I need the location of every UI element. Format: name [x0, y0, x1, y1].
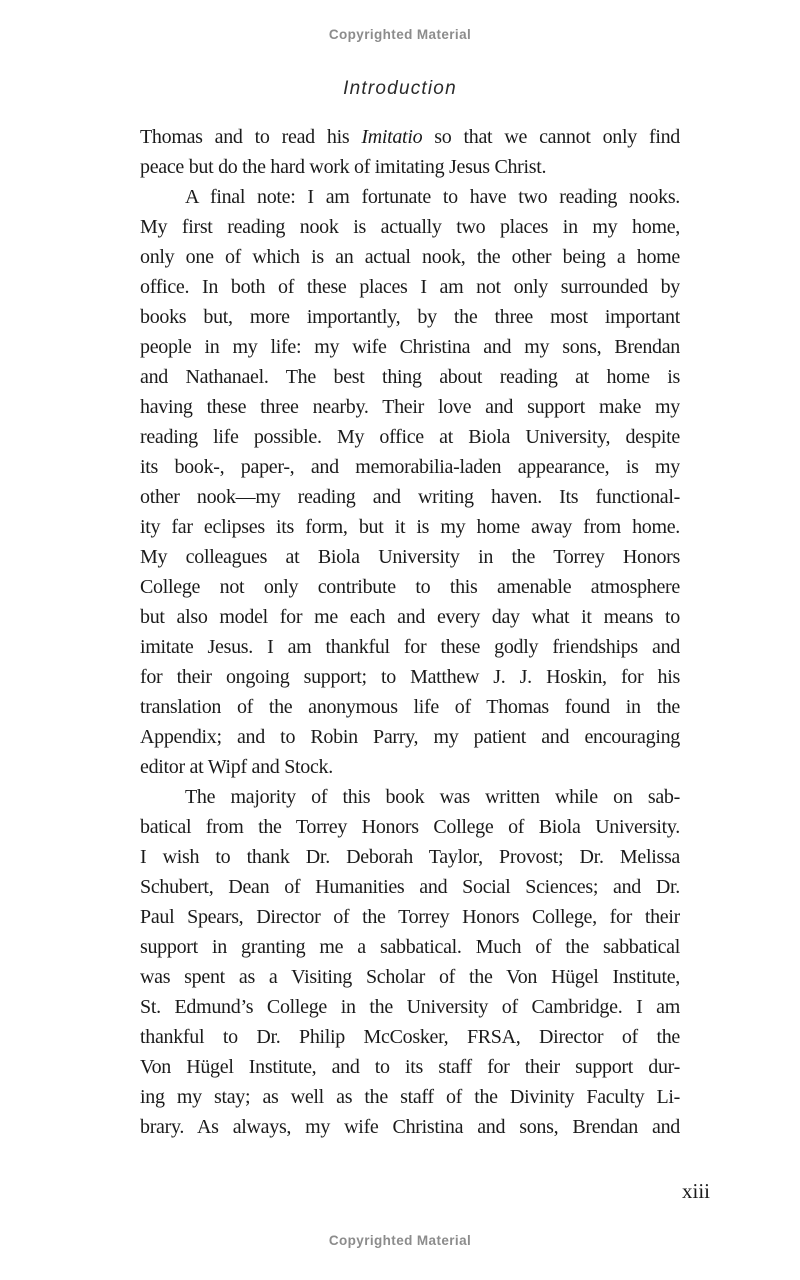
text-line: office. In both of these places I am not only surrounded by	[140, 276, 680, 298]
text-line: Appendix; and to Robin Parry, my patient and encouraging	[140, 726, 680, 748]
text-line: The majority of this book was written while on sab-	[185, 786, 680, 808]
text-line: Schubert, Dean of Humanities and Social Sciences; and Dr.	[140, 876, 680, 898]
text-line: but also model for me each and every day what it means to	[140, 606, 680, 628]
text-line: having these three nearby. Their love and support make my	[140, 396, 680, 418]
running-header: Introduction	[343, 78, 457, 99]
text-line: ing my stay; as well as the staff of the Divinity Faculty Li-	[140, 1086, 680, 1108]
text-line: its book-, paper-, and memorabilia-laden appearance, is my	[140, 456, 680, 478]
text-line: peace but do the hard work of imitating Jesus Christ.	[140, 156, 547, 178]
text-line: St. Edmund’s College in the University of Cambridge. I am	[140, 996, 680, 1018]
text-line: for their ongoing support; to Matthew J. J. Hoskin, for his	[140, 666, 680, 688]
text-line: Thomas and to read his Imitatio so that we cannot only find	[140, 126, 680, 148]
text-line: Paul Spears, Director of the Torrey Honors College, for their	[140, 906, 680, 928]
copyright-header: Copyrighted Material	[328, 27, 472, 42]
text-line: and Nathanael. The best thing about reading at home is	[140, 366, 680, 388]
text-line: I wish to thank Dr. Deborah Taylor, Provost; Dr. Melissa	[140, 846, 680, 868]
text-line: was spent as a Visiting Scholar of the Von Hügel Institute,	[140, 966, 680, 988]
copyright-footer: Copyrighted Material	[328, 1233, 472, 1248]
text-line: books but, more importantly, by the three most important	[140, 306, 680, 328]
text-line: editor at Wipf and Stock.	[140, 756, 333, 778]
text-line: A final note: I am fortunate to have two reading nooks.	[185, 186, 680, 208]
text-line: people in my life: my wife Christina and my sons, Brendan	[140, 336, 680, 358]
text-line: translation of the anonymous life of Thomas found in the	[140, 696, 680, 718]
text-line: other nook—my reading and writing haven. Its functional-	[140, 486, 680, 508]
text-line: reading life possible. My office at Biola University, despite	[140, 426, 680, 448]
text-line: support in granting me a sabbatical. Much of the sabbatical	[140, 936, 680, 958]
body-text	[140, 122, 680, 1142]
text-line: Von Hügel Institute, and to its staff for their support dur-	[140, 1056, 680, 1078]
text-line: imitate Jesus. I am thankful for these godly friendships and	[140, 636, 680, 658]
text-line: only one of which is an actual nook, the other being a home	[140, 246, 680, 268]
text-line: My colleagues at Biola University in the Torrey Honors	[140, 546, 680, 568]
page-number: xiii	[681, 1179, 710, 1203]
text-line: brary. As always, my wife Christina and sons, Brendan and	[140, 1116, 680, 1138]
text-line: thankful to Dr. Philip McCosker, FRSA, Director of the	[140, 1026, 680, 1048]
text-line: College not only contribute to this amenable atmosphere	[140, 576, 680, 598]
text-line: batical from the Torrey Honors College of Biola University.	[140, 816, 680, 838]
text-line: ity far eclipses its form, but it is my home away from home.	[140, 516, 680, 538]
text-line: My first reading nook is actually two places in my home,	[140, 216, 680, 238]
